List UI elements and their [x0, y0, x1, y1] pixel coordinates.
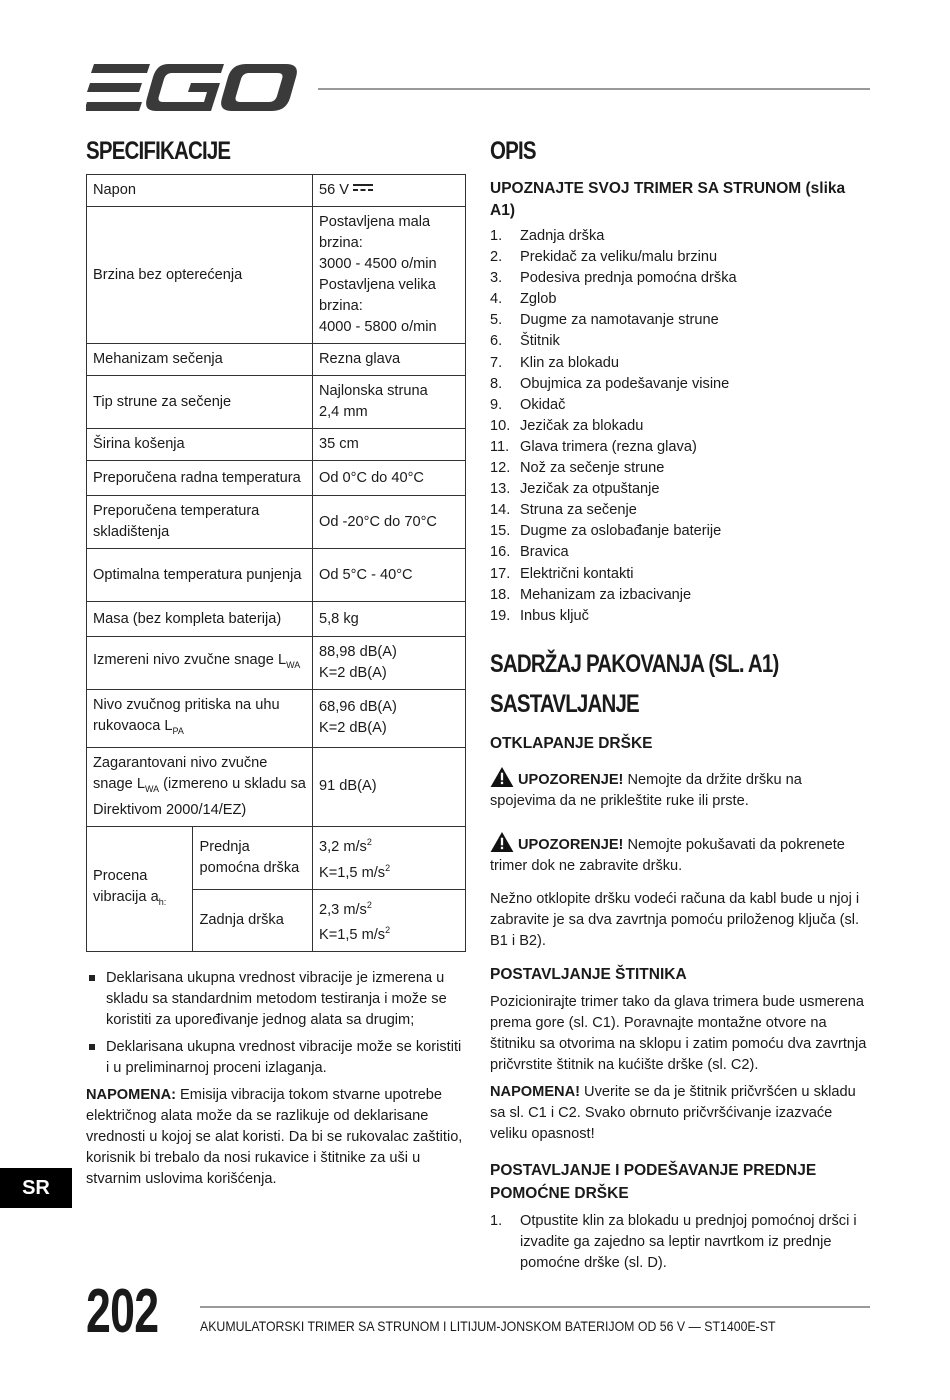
list-item: 2. Prekidač za veliku/malu brzinu: [490, 249, 718, 266]
unfold-handle-text: Nežno otklopite dršku vodeći računa da kabl bude u njoj i zabravite je sa dva zavrtnja pomoću priloženog ključa (sl. B1 i B2).: [490, 890, 860, 949]
list-item: 16. Bravica: [490, 544, 569, 561]
front-handle-heading: POSTAVLJANJE I PODEŠAVANJE PREDNJE POMOĆNE DRŠKE: [490, 1161, 817, 1202]
table-row: Procena vibracija $a_{h:}$ Prednja pomoćna drška 3,2 $m/s^2$ K=1,5 $m/s^2$: [87, 826, 466, 889]
list-item: 17. Električni kontakti: [490, 565, 634, 582]
table-row: Mehanizam sečenja Rezna glava: [87, 344, 466, 376]
list-item: 12. Nož za sečenje strune: [490, 460, 665, 477]
guard-install-text: Pozicionirajte trimer tako da glava trimera bude usmerena prema gore (sl. C1). Poravnajte montažne otvore na štitniku sa otvorima na sklopu i zatim pomoću dva zavrtnja pričvrstite štitnik na kućište drške (sl. C2).: [490, 993, 867, 1073]
header-rule: [318, 88, 870, 90]
front-handle-steps: [490, 1211, 870, 1274]
vibration-notes-list: [86, 968, 466, 1079]
ego-logo: [86, 64, 298, 112]
language-tab: SR: [0, 1168, 72, 1208]
footer-title: AKUMULATORSKI TRIMER SA STRUNOM I LITIJUM-JONSKOM BATERIJOM OD 56 V — ST1400E-ST: [200, 1318, 776, 1334]
specifications-table: [86, 174, 466, 952]
table-row: Nivo zvučnog pritiska na uhu rukovaoca $L_{PA}$ 68,96 dB(A) K=2 dB(A): [87, 690, 466, 748]
vibration-note: NAPOMENA: Emisija vibracija tokom stvarne upotrebe električnog alata može da se razlikuje od deklarisane vrednosti u kojoj se alat koristi. Da bi se rukovalac zaštitio, korisnik bi trebalo da nosi rukavice i štitnike za uši u stvarnim uslovima korišćenja.: [86, 1087, 463, 1188]
assembly-title: SASTAVLJANJE: [490, 689, 639, 718]
specifications-title: SPECIFIKACIJE: [86, 137, 231, 165]
table-row: Izmereni nivo zvučne snage $L_{WA}$ 88,98 dB(A) K=2 dB(A): [87, 637, 466, 690]
list-item: 1. Zadnja drška: [490, 228, 605, 244]
table-row: Napon 56 V: [87, 175, 466, 207]
description-title: OPIS: [490, 137, 536, 165]
list-item: 3. Podesiva prednja pomoćna drška: [490, 270, 737, 287]
list-item: 11. Glava trimera (rezna glava): [490, 438, 697, 455]
guard-install-heading: POSTAVLJANJE ŠTITNIKA: [490, 965, 687, 983]
page-number: 202: [86, 1277, 159, 1346]
table-row: Zadnja drška 2,3 $m/s^2$ K=1,5 $m/s^2$: [87, 889, 466, 952]
list-item: 1. Otpustite klin za blokadu u prednjoj pomoćnoj dršci i izvadite ga zajedno sa leptir navrtkom iz prednje pomoćne drške (sl. D).: [490, 1212, 857, 1271]
table-row: Optimalna temperatura punjenja Od 5°C - 40°C: [87, 549, 466, 602]
warning-icon: [490, 832, 514, 852]
left-column: [86, 136, 466, 1190]
right-column: [490, 136, 870, 1274]
footer-rule: [200, 1306, 870, 1308]
guard-note: NAPOMENA! Uverite se da je štitnik pričvršćen u skladu sa sl. C1 i C2. Svako obrnuto pričvršćivanje izazvaće veliku opasnost!: [490, 1083, 856, 1142]
know-your-trimmer-heading: UPOZNAJTE SVOJ TRIMER SA STRUNOM (slika A1): [490, 180, 846, 219]
package-contents-title: SADRŽAJ PAKOVANJA (SL. A1): [490, 649, 779, 678]
table-row: Brzina bez opterećenja Postavljena mala brzina: 3000 - 4500 o/min Postavljena velika brzina: 4000 - 5800 o/min: [87, 207, 466, 344]
warning-2: UPOZORENJE! Nemojte pokušavati da pokrenete trimer dok ne zabravite dršku.: [490, 832, 870, 877]
table-row: Preporučena radna temperatura Od 0°C do 40°C: [87, 461, 466, 496]
parts-list: [490, 226, 870, 627]
table-row: Tip strune za sečenje Najlonska struna 2,4 mm: [87, 376, 466, 429]
list-item: 19. Inbus ključ: [490, 607, 589, 624]
list-item: 6. Štitnik: [490, 333, 560, 350]
table-row: Širina košenja 35 cm: [87, 429, 466, 461]
list-item: Deklarisana ukupna vrednost vibracije je izmerena u skladu sa standardnim metodom testiranja i može se koristiti za upoređivanje jednog alata sa drugim;: [86, 968, 466, 1031]
list-item: 7. Klin za blokadu: [490, 354, 619, 371]
warning-icon: [490, 767, 514, 787]
list-item: 18. Mehanizam za izbacivanje: [490, 586, 692, 603]
list-item: 8. Obujmica za podešavanje visine: [490, 375, 730, 392]
list-item: 5. Dugme za namotavanje strune: [490, 312, 719, 329]
table-row: Zagarantovani nivo zvučne snage $L_{WA}$ (izmereno u skladu sa Direktivom 2000/14/EZ) 91 dB(A): [87, 747, 466, 826]
unfold-handle-heading: OTKLAPANJE DRŠKE: [490, 734, 653, 752]
list-item: 13. Jezičak za otpuštanje: [490, 481, 660, 498]
list-item: 10. Jezičak za blokadu: [490, 417, 644, 434]
list-item: 15. Dugme za oslobađanje baterije: [490, 523, 722, 540]
list-item: 4. Zglob: [490, 291, 557, 308]
warning-1: UPOZORENJE! Nemojte da držite dršku na spojevima da ne prikleštite ruke ili prste.: [490, 767, 870, 812]
dc-symbol-icon: [353, 183, 373, 193]
list-item: Deklarisana ukupna vrednost vibracije može se koristiti i u preliminarnoj proceni izlaganja.: [86, 1037, 466, 1079]
table-row: Preporučena temperatura skladištenja Od -20°C do 70°C: [87, 496, 466, 549]
list-item: 9. Okidač: [490, 396, 566, 413]
table-row: Masa (bez kompleta baterija) 5,8 kg: [87, 602, 466, 637]
list-item: 14. Struna za sečenje: [490, 502, 637, 519]
